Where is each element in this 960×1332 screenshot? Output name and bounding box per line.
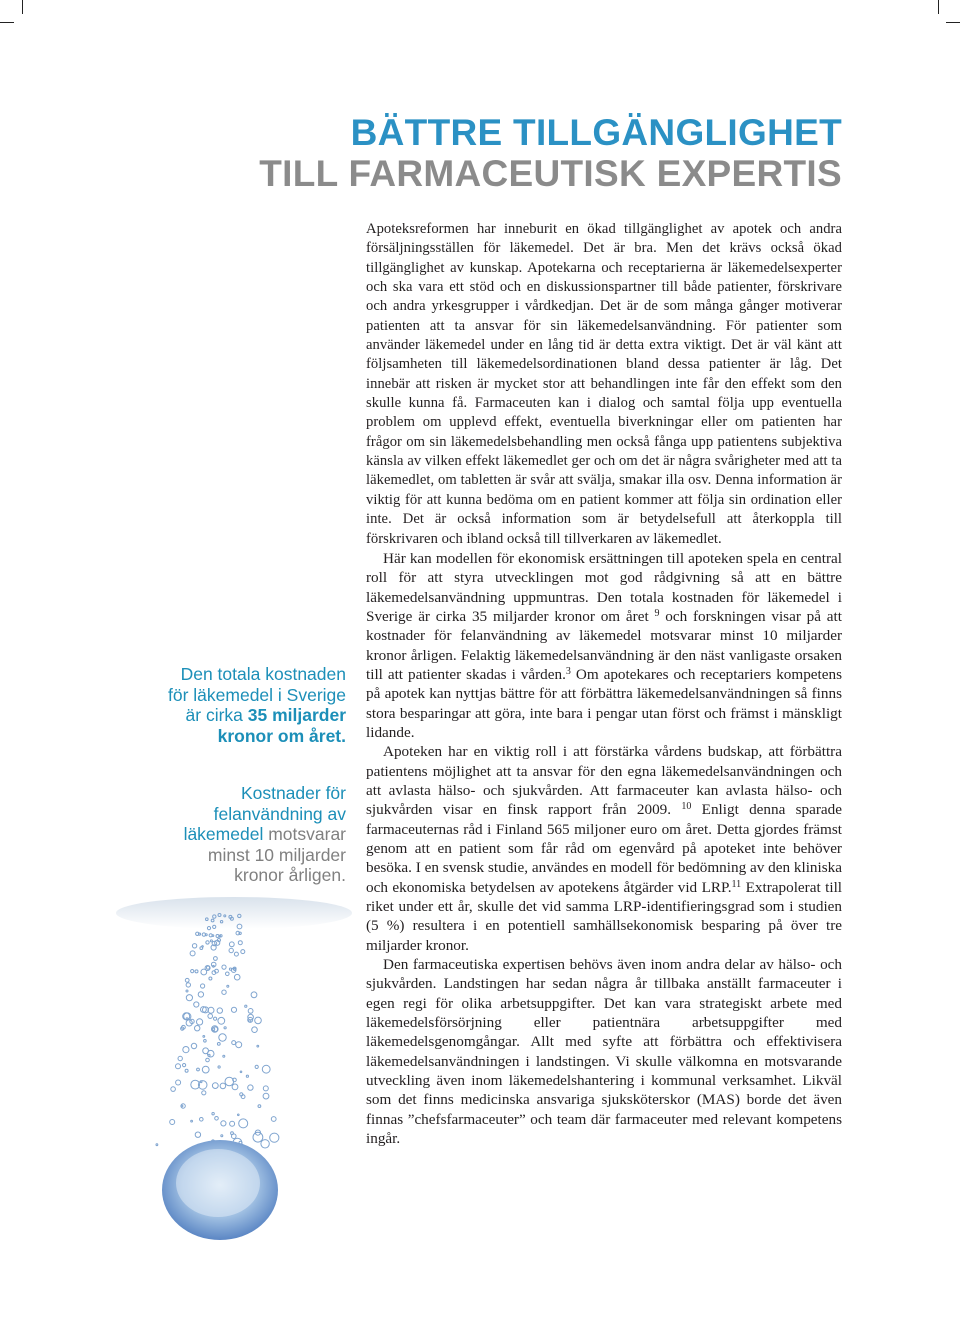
- bubble: [252, 1027, 258, 1033]
- bubble: [156, 1144, 158, 1146]
- bubble: [185, 978, 189, 982]
- bubble: [200, 1081, 202, 1083]
- bubble: [171, 1087, 176, 1092]
- bubble: [220, 1083, 226, 1089]
- bubble: [230, 1121, 235, 1126]
- bubble: [183, 1064, 186, 1067]
- article-paragraph-4: Den farmaceutiska expertisen behövs även inom andra delar av hälso- och sjukvården. Landstingen har sedan några år tillbaka anställt farmaceuter i egen regi för olika arbetsuppgifter. Det kan vara strategiskt arbete med läkemedelsförsörjning eller patientnära arbetsuppgifter med läkemedelsgenomgångar. Allt med syfte att förbättra och effektivisera läkemedelsanvändningen i landstingen. Vi skulle välkomna en motsvarande utveckling även inom läkemedelshantering i kommunal verksamhet. Likväl som det finns medicinska ansvariga sjuksköterskor (MAS) borde det även finnas ”chefsfarmaceuter” och team där farmaceuter med relevant kompetens ingår.: [366, 956, 842, 1148]
- bubble: [215, 1117, 219, 1121]
- bubble: [225, 1077, 234, 1086]
- footnote-ref: 10: [681, 801, 692, 813]
- bubble: [271, 1117, 276, 1122]
- bubble: [249, 1020, 251, 1022]
- bubble: [198, 933, 200, 935]
- bubble: [218, 1066, 220, 1068]
- heading-line-1: BÄTTRE TILLGÄNGLIGHET: [350, 112, 842, 153]
- bubble: [270, 1133, 279, 1142]
- bubble: [176, 1080, 181, 1085]
- bubble: [170, 1120, 175, 1125]
- footnote-ref: 9: [654, 607, 660, 619]
- crop-mark-top-left: [22, 0, 23, 14]
- pull-quote-line: Kostnader för: [240, 783, 346, 803]
- pull-quote-cost: [168, 664, 346, 746]
- bubble: [197, 1019, 203, 1025]
- bubble: [195, 970, 198, 973]
- bubble: [183, 1047, 189, 1053]
- pull-quote-highlight: 35 miljarder: [247, 705, 346, 726]
- bubble: [245, 1005, 247, 1007]
- article-body: [366, 220, 842, 1149]
- bubble: [226, 972, 230, 976]
- bubble: [205, 934, 207, 936]
- bubble: [186, 1020, 192, 1026]
- article-paragraph-3: [366, 742, 842, 955]
- bubble: [178, 1056, 182, 1060]
- bubble: [222, 965, 226, 969]
- bubble: [234, 974, 240, 980]
- bubble: [251, 992, 257, 998]
- bubble: [255, 1017, 262, 1024]
- bubble: [219, 1034, 226, 1041]
- bubble: [221, 1121, 226, 1126]
- pull-quote-line: minst 10 miljarder: [207, 844, 346, 865]
- bubble: [212, 1113, 214, 1115]
- water-surface: [116, 897, 352, 929]
- pull-quote-line: kronor årligen.: [234, 865, 346, 886]
- crop-mark-right-top: [946, 22, 960, 23]
- bubble: [232, 1084, 238, 1090]
- bubbles: [156, 914, 279, 1149]
- pull-quote-text: läkemedel: [183, 824, 264, 845]
- bubble: [213, 1027, 218, 1032]
- bubble: [234, 952, 238, 956]
- bubble: [240, 1093, 243, 1096]
- heading-line-2: TILL FARMACEUTISK EXPERTIS: [259, 153, 842, 194]
- bubble: [206, 966, 209, 969]
- bubble: [214, 1017, 217, 1020]
- bubble: [192, 944, 196, 948]
- pull-quote-misuse: [184, 783, 346, 886]
- bubble: [197, 1068, 200, 1071]
- article-paragraph-1: Apoteksreformen har inneburit en ökad tillgänglighet av apotek och andra försäljningsställen för läkemedel. Det är bra. Men det krävs också ökad tillgänglighet av kunskap. Apotekarna och receptarierna är läkemedelsexperter och ska vara ett stöd och en diskussionspartner till både patienter, förskrivare och andra yrkesgrupper i vårdkedjan. Det är de som många gånger motiverar patienten att ta ansvar för sin läkemedelsanvändning. För patienter som använder läkemedel under en lång tid är detta extra viktigt. Det är väl känt att följsamheten till läkemedelsordinationen bland dessa patienter är låg. Det innebär att risken är mycket stor att behandlingen inte får den effekt som den skulle kunna få. Farmaceuten kan i dialog och samtal följa upp eventuella problem om upplevd effekt, eventuella biverkningar eller om patienten har frågor om sin läkemedelsbehandling men också fånga upp patientens subjektiva känsla av vilken effekt läkemedlet ger och om det är några svårigheter med att ta läkemedlet, om tabletten är svår att svälja, smakar illa osv. Denna information är viktig för att kunna bedöma om en patient kommer att följa sin ordination eller inte. Det är också information som är betydelsefull att återkoppla till förskrivaren och ibland också till tillverkaren av läkemedlet.: [366, 221, 842, 547]
- bubble: [236, 1042, 242, 1048]
- bubble: [194, 1002, 199, 1007]
- bubble: [222, 990, 226, 994]
- bubble: [224, 1027, 226, 1029]
- bubble: [190, 951, 195, 956]
- bubble: [210, 940, 212, 942]
- bubble: [263, 1086, 268, 1091]
- bubble: [200, 947, 203, 950]
- bubble: [206, 1058, 210, 1062]
- bubble: [208, 1014, 213, 1019]
- bubble: [176, 1064, 181, 1069]
- bubble: [257, 1045, 259, 1047]
- bubble: [255, 1065, 258, 1068]
- bubble: [248, 1009, 253, 1014]
- bubble: [212, 1083, 218, 1089]
- bubble: [240, 1071, 242, 1073]
- bubble: [231, 1007, 236, 1012]
- bubble: [227, 985, 229, 987]
- bubble: [246, 1075, 248, 1077]
- tablet-highlight: [176, 1149, 260, 1217]
- effervescent-tablet-image: [110, 885, 358, 1255]
- text-run: Här kan modellen för ekonomisk ersättningen till apoteken spela en central roll för att styra utvecklingen mot god rådgivning så att en bättre läkemedelsanvändning uppmuntras. Den totala kostnaden för läkemedel i Sverige är cirka 35 miljarder kronor om året: [366, 549, 842, 625]
- bubble: [229, 942, 234, 947]
- bubble: [202, 1066, 209, 1073]
- bubble: [229, 948, 233, 952]
- bubble: [253, 1132, 263, 1142]
- bubble: [208, 1054, 210, 1056]
- bubble: [191, 1120, 193, 1122]
- pull-quote-line: Den totala kostnaden: [180, 664, 346, 684]
- bubble: [203, 1036, 205, 1038]
- bubble: [201, 984, 205, 988]
- pull-quote-line: kronor om året.: [217, 725, 346, 746]
- bubble: [241, 950, 245, 954]
- bubble: [186, 990, 188, 992]
- bubble: [214, 957, 218, 961]
- text-run: och forskningen visar på att kostnader för felanvändning av läkemedel motsvarar minst 10 miljarder kronor årligen. Felaktig läkemedelsanvändning är den näst vanligaste orsaken till att patienter skadas i vården.: [366, 607, 842, 683]
- bubble: [209, 977, 212, 980]
- crop-mark-left-top: [0, 22, 14, 23]
- pull-quote-line: [184, 824, 346, 845]
- footnote-ref: 11: [731, 878, 742, 890]
- bubble: [231, 1132, 234, 1135]
- bubble: [239, 932, 241, 934]
- crop-mark-top-right: [938, 0, 939, 14]
- bubble: [248, 1085, 253, 1090]
- pull-quote-text: motsvarar: [263, 824, 346, 845]
- bubble: [186, 983, 190, 987]
- bubble: [223, 1055, 225, 1057]
- page-heading: [259, 112, 842, 194]
- pull-quote-line: felanvändning av: [213, 803, 346, 824]
- bubble: [191, 970, 194, 973]
- bubble: [218, 1017, 225, 1024]
- bubble: [261, 1140, 269, 1148]
- pull-quote-line: för läkemedel i Sverige: [168, 684, 346, 705]
- bubble: [204, 1040, 207, 1043]
- bubble: [186, 995, 192, 1001]
- bubble: [263, 1093, 269, 1099]
- pull-quote-line: [168, 705, 346, 726]
- bubble: [200, 1118, 204, 1122]
- bubble: [238, 941, 242, 945]
- bubble: [239, 1119, 248, 1128]
- bubble: [212, 935, 214, 937]
- bubble: [191, 1043, 196, 1048]
- bubble: [262, 1065, 270, 1073]
- bubble: [198, 992, 203, 997]
- text-run: Extrapolerat till riket under ett år, skulle det vid samma LRP-identifieringsgrad som i studien (5 %) resultera i en potentiell samhällsekonomisk besparing på över tre miljarder kronor.: [366, 878, 843, 954]
- bubble: [206, 941, 209, 944]
- text-run: Om apotekares och receptariers kompetens på apotek kan nyttjas bättre för att förbättra läkemedelsanvändningen så finns stora besparingar att göra, inte bara i pengar utan först och främst i mänskligt lidande.: [366, 665, 842, 741]
- bubble: [203, 1048, 209, 1054]
- bubble: [258, 1105, 261, 1108]
- bubble: [221, 1135, 223, 1137]
- bubble: [195, 1026, 200, 1031]
- bubble: [217, 1008, 222, 1013]
- footnote-ref: 3: [565, 665, 571, 677]
- article-paragraph-2: [366, 549, 842, 742]
- pull-quote-text: är cirka: [185, 705, 248, 726]
- bubble: [195, 1132, 200, 1137]
- bubble: [201, 969, 207, 975]
- text-run: Enligt denna sparade farmaceuternas råd i Finland 565 miljoner euro om året. Detta gjordes främst genom att en patient som får råd om egenvård på apoteket inte behöver besöka. I en svensk studie, användes en modell för bedömning av den kliniska och ekonomiska betydelsen av apotekens åtgärder vid LRP.: [366, 801, 843, 896]
- bubble: [185, 1069, 188, 1072]
- bubble: [238, 1114, 240, 1116]
- text-run: Apoteken har en viktig roll i att förstärka vårdens budskap, att förbättra patientens möjlighet att ta ansvar för den egna läkemedelsanvändningen och att avlasta hälso- och sjukvården. Att farmaceuter kan avlasta hälso- och sjukvården visar en finsk rapport från 2009.: [366, 743, 842, 819]
- bubble: [202, 1091, 206, 1095]
- bubble: [217, 939, 220, 942]
- bubble: [232, 1041, 236, 1045]
- bubble: [217, 1043, 220, 1046]
